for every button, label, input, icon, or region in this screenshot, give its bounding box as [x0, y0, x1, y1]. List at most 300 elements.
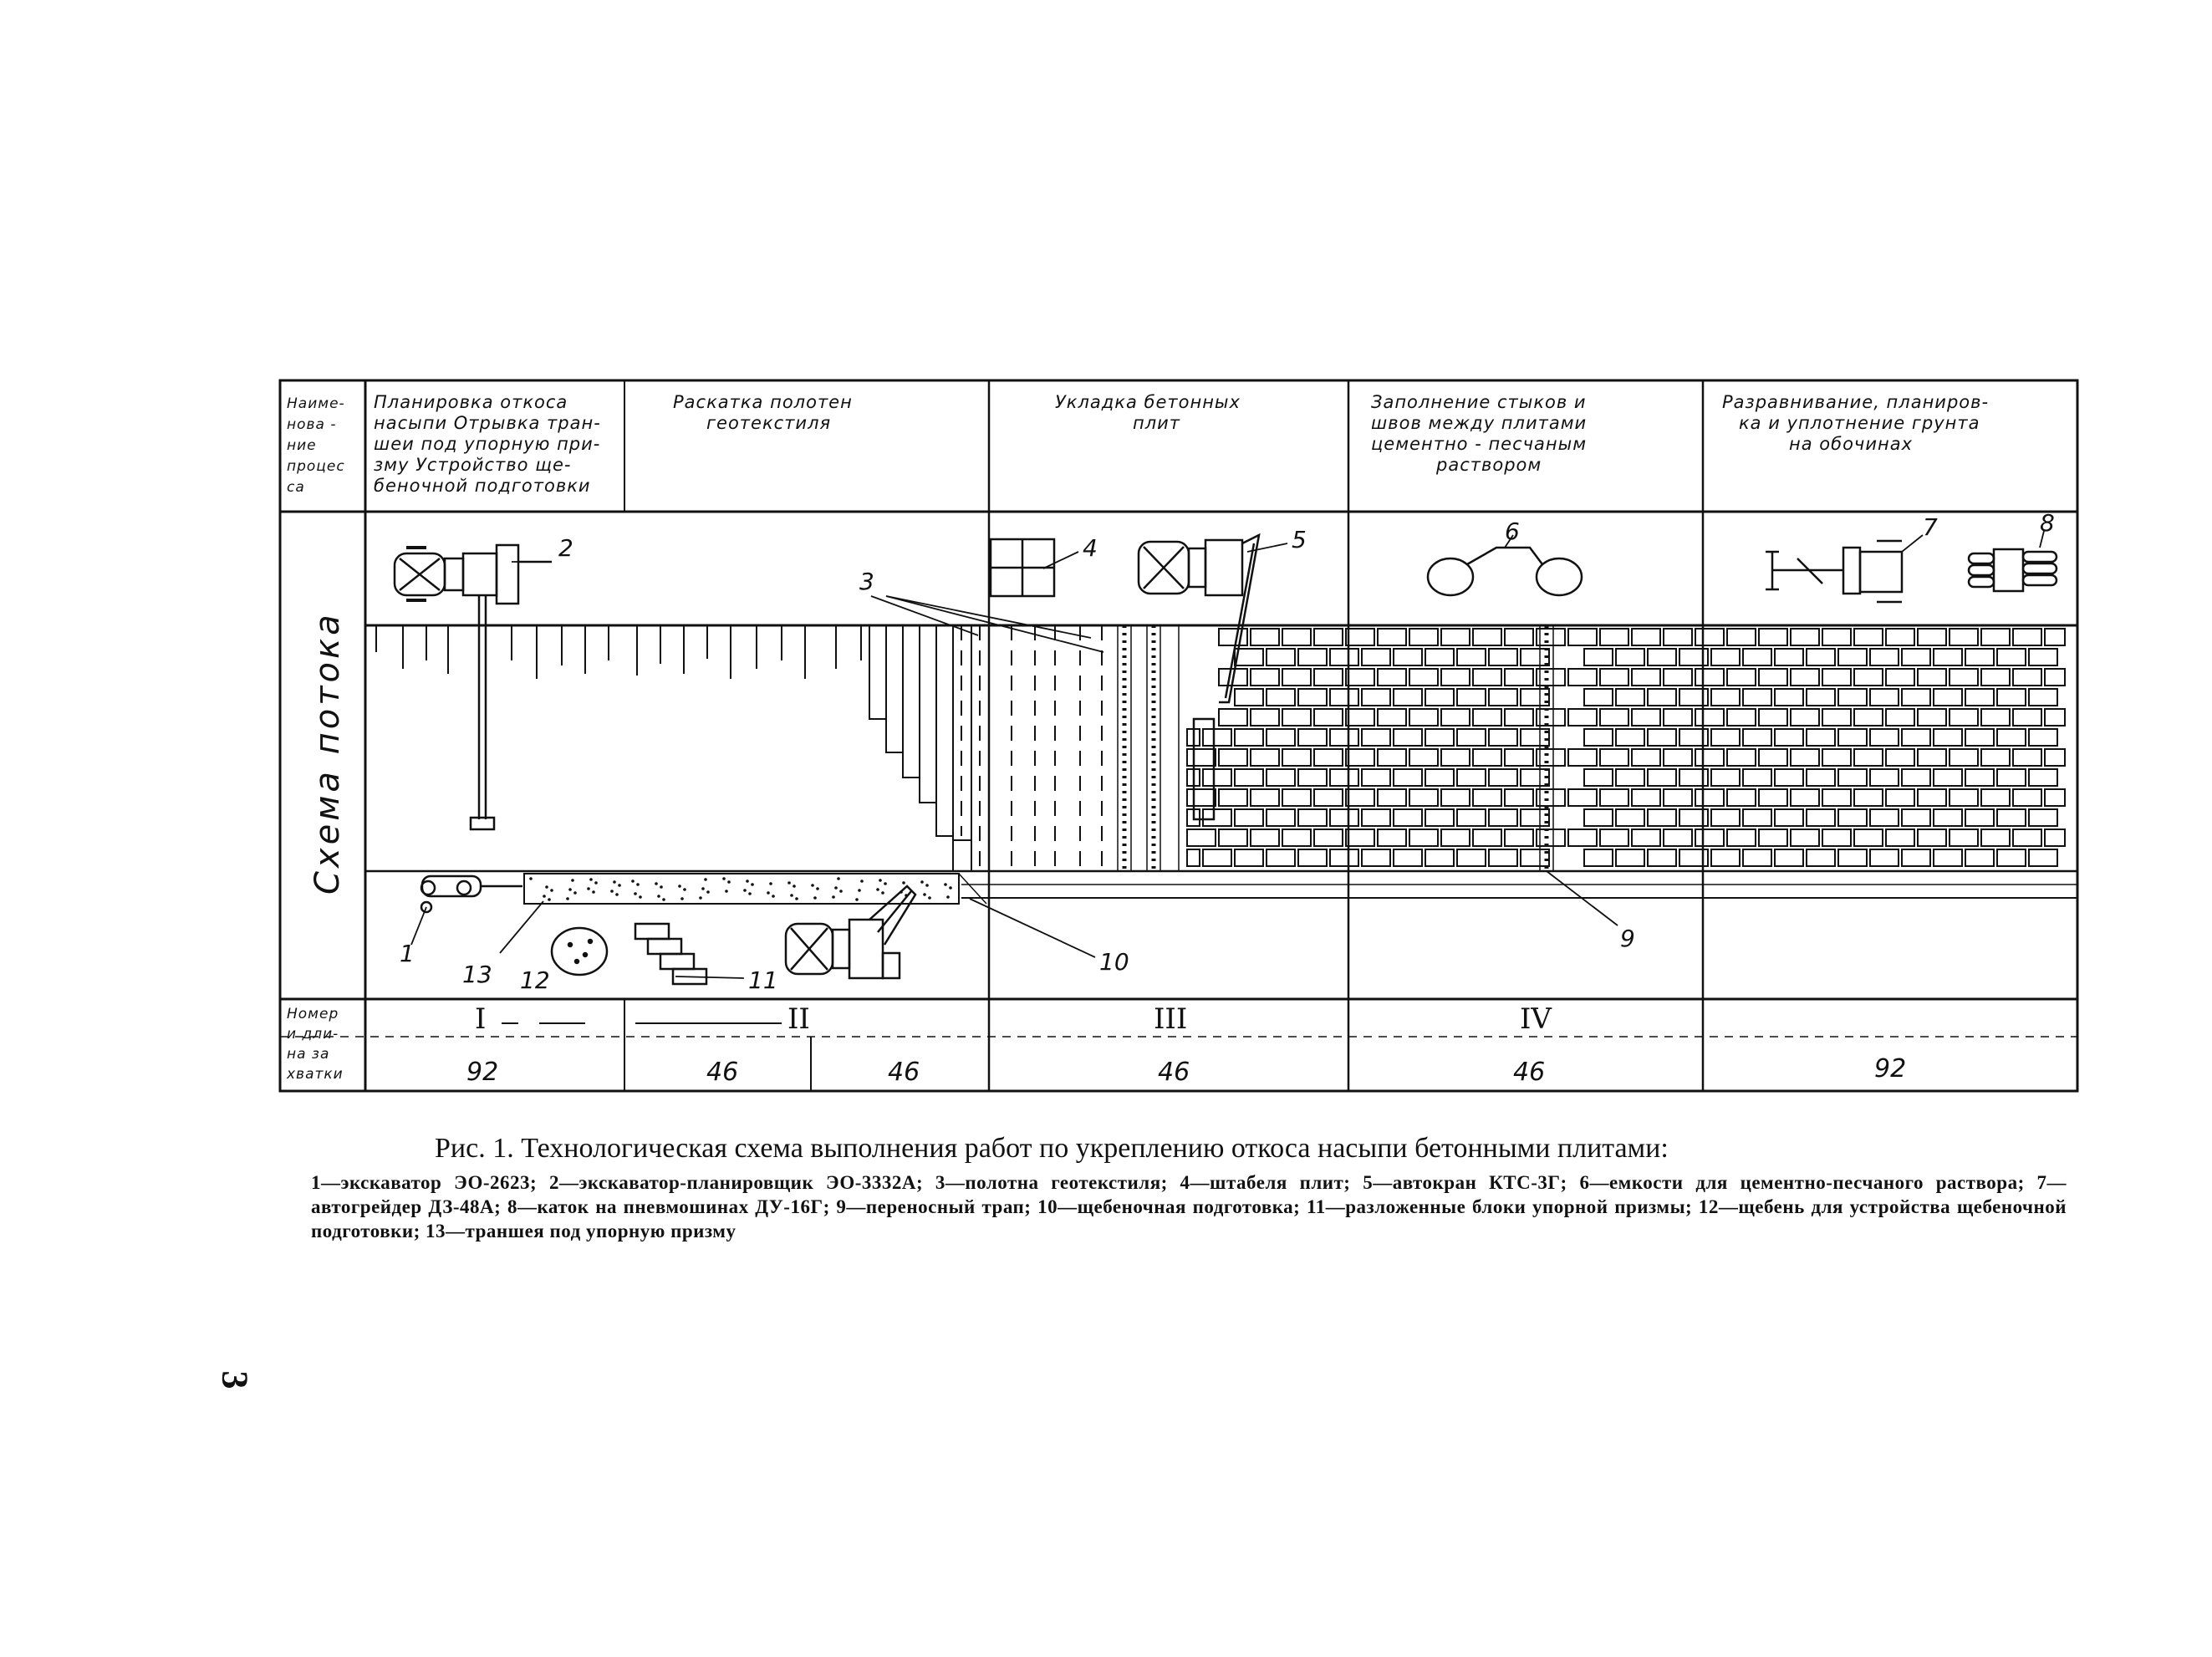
concrete-plate — [1489, 729, 1517, 746]
concrete-plate — [1965, 649, 1994, 665]
grip-number-3: III — [1154, 1002, 1188, 1036]
concrete-plate — [1267, 769, 1295, 786]
concrete-plate — [1981, 669, 2010, 686]
blocks-icon — [635, 924, 706, 984]
concrete-plate — [1441, 669, 1470, 686]
concrete-plate — [1981, 629, 2010, 645]
concrete-plate — [1664, 669, 1692, 686]
concrete-plate — [1918, 829, 1946, 846]
gravel-dot — [811, 884, 814, 887]
concrete-plate — [1330, 849, 1358, 866]
concrete-plate — [1759, 629, 1787, 645]
concrete-plate — [1537, 789, 1565, 806]
concrete-plate — [1441, 629, 1470, 645]
concrete-plate — [1822, 749, 1851, 766]
concrete-plate — [1409, 669, 1438, 686]
gravel-dot — [787, 881, 791, 885]
concrete-plate — [1886, 789, 1914, 806]
concrete-plate — [1997, 729, 2026, 746]
concrete-plate — [1616, 649, 1644, 665]
concrete-plate — [1394, 849, 1422, 866]
concrete-plate — [2013, 629, 2041, 645]
concrete-plate — [1727, 829, 1756, 846]
concrete-plate — [1505, 829, 1533, 846]
gravel-dot — [834, 886, 838, 890]
concrete-plate — [1441, 829, 1470, 846]
gravel-pile-icon — [552, 928, 607, 975]
concrete-plate — [1902, 689, 1930, 706]
concrete-plate — [1807, 649, 1835, 665]
concrete-plate — [1950, 709, 1978, 726]
concrete-plate — [1394, 809, 1422, 826]
concrete-plate — [1314, 709, 1343, 726]
gravel-dot — [683, 888, 686, 891]
concrete-plate — [1584, 849, 1613, 866]
flow-scheme-side-label: Схема потока — [308, 611, 347, 895]
concrete-plate — [1870, 769, 1899, 786]
concrete-plate — [1282, 749, 1311, 766]
concrete-plate — [1791, 709, 1819, 726]
concrete-plate — [1854, 629, 1883, 645]
concrete-plate — [1743, 849, 1771, 866]
concrete-plate — [1298, 849, 1327, 866]
concrete-plate — [1997, 809, 2026, 826]
concrete-plate — [1854, 669, 1883, 686]
concrete-plate — [1409, 709, 1438, 726]
concrete-plate — [1838, 809, 1867, 826]
grip-length-5: 46 — [1513, 1058, 1546, 1087]
callout-3: 3 — [859, 568, 874, 595]
concrete-plate — [1997, 849, 2026, 866]
concrete-plate — [1886, 629, 1914, 645]
gravel-dot — [566, 897, 569, 900]
concrete-plate — [1203, 849, 1231, 866]
concrete-plate — [1632, 789, 1660, 806]
concrete-plate — [1600, 829, 1628, 846]
concrete-plate — [1235, 769, 1263, 786]
concrete-plate — [1664, 629, 1692, 645]
concrete-plate — [1965, 729, 1994, 746]
concrete-plate — [1537, 629, 1565, 645]
concrete-plate — [1537, 669, 1565, 686]
concrete-plate — [2045, 829, 2065, 846]
gravel-dot — [767, 891, 770, 895]
concrete-plate — [1902, 809, 1930, 826]
concrete-plate — [1807, 729, 1835, 746]
concrete-plate — [1934, 689, 1962, 706]
gravel-dot — [751, 883, 754, 886]
concrete-plate — [1616, 809, 1644, 826]
concrete-plate — [1632, 749, 1660, 766]
concrete-plate — [1711, 729, 1740, 746]
concrete-plate — [1648, 769, 1676, 786]
concrete-plate — [1711, 649, 1740, 665]
concrete-plate — [1981, 789, 2010, 806]
gravel-dot — [832, 895, 835, 899]
concrete-plate — [1298, 809, 1327, 826]
concrete-plate — [1902, 649, 1930, 665]
concrete-plate — [1362, 649, 1390, 665]
concrete-plate — [1346, 829, 1374, 846]
gravel-dot — [701, 887, 705, 890]
concrete-plate — [1346, 669, 1374, 686]
concrete-plate — [1203, 729, 1231, 746]
concrete-plate — [1918, 629, 1946, 645]
concrete-plate — [2045, 669, 2065, 686]
concrete-plate — [1409, 749, 1438, 766]
concrete-plate — [1822, 709, 1851, 726]
grip-row-label: Номер и дли- на за хватки — [287, 1006, 344, 1083]
concrete-plate — [1489, 849, 1517, 866]
concrete-plate — [1187, 749, 1216, 766]
gravel-dot — [884, 882, 887, 885]
concrete-plate — [1695, 829, 1724, 846]
concrete-plate — [1489, 689, 1517, 706]
concrete-plate — [1727, 669, 1756, 686]
concrete-plate — [1235, 729, 1263, 746]
concrete-plate — [1378, 709, 1406, 726]
gravel-dot — [589, 878, 593, 881]
concrete-plate — [1235, 809, 1263, 826]
concrete-plate — [1965, 769, 1994, 786]
concrete-plate — [1187, 829, 1216, 846]
concrete-plate — [1791, 789, 1819, 806]
concrete-plate — [1807, 809, 1835, 826]
concrete-plate — [1298, 769, 1327, 786]
gravel-dot — [655, 882, 658, 885]
concrete-plate — [1902, 729, 1930, 746]
concrete-plate — [1695, 669, 1724, 686]
concrete-plate — [1822, 829, 1851, 846]
concrete-plate — [1743, 689, 1771, 706]
concrete-plate — [1616, 849, 1644, 866]
concrete-plate — [1838, 689, 1867, 706]
concrete-plate — [1632, 629, 1660, 645]
concrete-plate — [1775, 649, 1803, 665]
concrete-plate — [2045, 789, 2065, 806]
gravel-dot — [545, 885, 548, 889]
concrete-plate — [1711, 689, 1740, 706]
grip-length-4: 46 — [1158, 1058, 1190, 1087]
concrete-plate — [1727, 749, 1756, 766]
concrete-plate — [1473, 629, 1501, 645]
concrete-plate — [1934, 849, 1962, 866]
concrete-plate — [1505, 709, 1533, 726]
concrete-plate — [2013, 709, 2041, 726]
concrete-plate — [1378, 829, 1406, 846]
concrete-plate — [1838, 649, 1867, 665]
concrete-plate — [1695, 789, 1724, 806]
gravel-dot — [837, 877, 840, 880]
concrete-plate — [1965, 849, 1994, 866]
concrete-plate — [1568, 789, 1597, 806]
concrete-plate — [1457, 809, 1486, 826]
concrete-plate — [1378, 629, 1406, 645]
concrete-plate — [1981, 709, 2010, 726]
gravel-dot — [615, 893, 619, 896]
gravel-dot — [949, 886, 952, 890]
concrete-plate — [1759, 749, 1787, 766]
gravel-dot — [613, 880, 616, 884]
concrete-plate — [1425, 649, 1454, 665]
concrete-plate — [1791, 629, 1819, 645]
concrete-plate — [1425, 729, 1454, 746]
concrete-plate — [1807, 849, 1835, 866]
concrete-plate — [1886, 709, 1914, 726]
concrete-plate — [1489, 649, 1517, 665]
gravel-dot — [631, 879, 635, 883]
concrete-plate — [1918, 709, 1946, 726]
gravel-dot — [946, 895, 950, 899]
concrete-plate — [1505, 789, 1533, 806]
figure-legend: 1—экскаватор ЭО-2623; 2—экскаватор-планировщик ЭО-3332А; 3—полотна геотекстиля; 4—штабеля плит; 5—автокран КТС-3Г; 6—емкости для цементно-песчаного раствора; 7—автогрейдер ДЗ-48А; 8—каток на пневмошинах ДУ-16Г; 9—переносный трап; 10—щебеночная подготовка; 11—разложенные блоки упорной призмы; 12—щебень для устройства щебеночной подготовки; 13—траншея под упорную призму — [311, 1172, 2067, 1241]
gravel-dot — [722, 877, 726, 880]
gravel-dot — [662, 898, 665, 901]
concrete-plate — [1743, 649, 1771, 665]
callout-9: 9 — [1620, 925, 1635, 952]
callout-10: 10 — [1099, 948, 1129, 976]
concrete-plate — [1711, 849, 1740, 866]
concrete-plate — [1425, 689, 1454, 706]
concrete-plate — [1362, 769, 1390, 786]
concrete-plate — [1664, 789, 1692, 806]
gravel-dot — [706, 890, 710, 894]
concrete-plate — [2029, 769, 2057, 786]
concrete-plate — [2045, 629, 2065, 645]
concrete-plate — [1330, 649, 1358, 665]
concrete-plate — [1314, 669, 1343, 686]
gravel-dot — [879, 879, 882, 882]
concrete-plate — [2013, 669, 2041, 686]
concrete-plate — [1743, 769, 1771, 786]
gravel-dot — [529, 877, 533, 880]
concrete-plate — [1981, 829, 2010, 846]
process-header-label: Наиме- нова - ние процес са — [287, 395, 345, 496]
grip-length-3: 46 — [888, 1058, 920, 1087]
concrete-plate — [1616, 689, 1644, 706]
concrete-plate — [1505, 629, 1533, 645]
concrete-plate — [1314, 829, 1343, 846]
concrete-plate — [1950, 629, 1978, 645]
concrete-plate — [1457, 689, 1486, 706]
concrete-plate — [1838, 729, 1867, 746]
concrete-plate — [1759, 669, 1787, 686]
stage-1-title: Планировка откоса насыпи Отрывка тран- шеи под упорную при- зму Устройство ще- беночной подготовки — [374, 392, 601, 496]
concrete-plate — [1473, 669, 1501, 686]
stage-3-title: Укладка бетонных плит — [1055, 392, 1241, 433]
concrete-plate — [1600, 789, 1628, 806]
gravel-dot — [699, 896, 702, 900]
concrete-plate — [1394, 729, 1422, 746]
concrete-plate — [1251, 669, 1279, 686]
concrete-plate — [1330, 689, 1358, 706]
concrete-plate — [2013, 789, 2041, 806]
callout-12: 12 — [520, 966, 550, 994]
gravel-dot — [860, 879, 864, 883]
gravel-dot — [610, 890, 614, 893]
mortar-container-icon — [1428, 548, 1582, 595]
gravel-dot — [813, 896, 817, 900]
concrete-plate — [1934, 769, 1962, 786]
concrete-plate — [1807, 689, 1835, 706]
gravel-dot — [704, 878, 707, 881]
concrete-plate — [1600, 629, 1628, 645]
concrete-plate — [1775, 849, 1803, 866]
concrete-plate — [1251, 629, 1279, 645]
concrete-plate — [1203, 769, 1231, 786]
concrete-plate — [1298, 729, 1327, 746]
concrete-plate — [1584, 769, 1613, 786]
stage-2-title: Раскатка полотен геотекстиля — [673, 392, 853, 433]
concrete-plate — [1950, 789, 1978, 806]
concrete-plate — [1616, 769, 1644, 786]
gravel-dot — [680, 897, 684, 900]
concrete-plate — [1648, 689, 1676, 706]
concrete-plate — [1997, 769, 2026, 786]
gravel-dot — [657, 895, 660, 898]
callout-4: 4 — [1083, 534, 1098, 562]
gravel-dot — [678, 885, 681, 888]
concrete-plate — [1314, 749, 1343, 766]
gravel-dot — [746, 879, 749, 883]
concrete-plate — [1584, 649, 1613, 665]
gravel-dot — [839, 890, 843, 893]
concrete-plate — [1267, 849, 1295, 866]
gravel-dot — [594, 881, 598, 885]
figure-caption-title: Рис. 1. Технологическая схема выполнения работ по укреплению откоса насыпи бетонными плитами: — [435, 1133, 1669, 1164]
concrete-plate — [1235, 689, 1263, 706]
concrete-plate — [1489, 809, 1517, 826]
concrete-plate — [1648, 809, 1676, 826]
concrete-plate — [1965, 689, 1994, 706]
concrete-plate — [1314, 629, 1343, 645]
gravel-dot — [790, 894, 793, 897]
concrete-plate — [1314, 789, 1343, 806]
concrete-plate — [1330, 729, 1358, 746]
gravel-dot — [587, 887, 590, 890]
concrete-plate — [1743, 729, 1771, 746]
concrete-plate — [1568, 709, 1597, 726]
gravel-dot — [639, 895, 642, 899]
concrete-plate — [1267, 729, 1295, 746]
concrete-plate — [1568, 749, 1597, 766]
concrete-plate — [1664, 829, 1692, 846]
concrete-plate — [1632, 669, 1660, 686]
concrete-plate — [1346, 709, 1374, 726]
concrete-plate — [1457, 769, 1486, 786]
gravel-dot — [548, 898, 551, 901]
concrete-plate — [1854, 829, 1883, 846]
gravel-dot — [725, 890, 728, 893]
concrete-plate — [1854, 709, 1883, 726]
stage-5-title: Разравнивание, планиров- ка и уплотнение грунта на обочинах — [1722, 392, 1990, 454]
concrete-plate — [1568, 629, 1597, 645]
concrete-plate — [1378, 789, 1406, 806]
concrete-plate — [1838, 849, 1867, 866]
callout-7: 7 — [1923, 513, 1938, 541]
concrete-plate — [1441, 749, 1470, 766]
concrete-plate — [1870, 849, 1899, 866]
grip-length-6: 92 — [1874, 1054, 1907, 1083]
concrete-plate — [1695, 749, 1724, 766]
concrete-plate — [1775, 809, 1803, 826]
concrete-plate — [1648, 849, 1676, 866]
concrete-plate — [1537, 749, 1565, 766]
grip-length-2: 46 — [706, 1058, 739, 1087]
concrete-plate — [1473, 829, 1501, 846]
gravel-dot — [925, 884, 929, 887]
concrete-plate — [1282, 629, 1311, 645]
callout-6: 6 — [1505, 517, 1520, 545]
concrete-plate — [1505, 669, 1533, 686]
concrete-plate — [2013, 829, 2041, 846]
concrete-plate — [1457, 849, 1486, 866]
concrete-plate — [1441, 789, 1470, 806]
concrete-plate — [1664, 749, 1692, 766]
concrete-plate — [1219, 629, 1247, 645]
concrete-plate — [1695, 629, 1724, 645]
callout-8: 8 — [2040, 509, 2055, 537]
gravel-dot — [793, 885, 796, 888]
concrete-plate — [1203, 809, 1231, 826]
autocrane-bottom-icon — [786, 886, 915, 978]
concrete-plate — [1997, 689, 2026, 706]
concrete-plate — [1727, 709, 1756, 726]
gravel-dots — [529, 877, 952, 901]
concrete-plate — [1219, 829, 1247, 846]
concrete-plate — [1235, 849, 1263, 866]
gravel-dot — [902, 881, 905, 885]
concrete-plate — [1870, 689, 1899, 706]
concrete-plate — [1473, 789, 1501, 806]
pneumatic-roller-icon — [1969, 549, 2057, 591]
concrete-plate — [1632, 829, 1660, 846]
concrete-plate — [1934, 729, 1962, 746]
concrete-plate — [1584, 809, 1613, 826]
concrete-plate — [1775, 769, 1803, 786]
gravel-dot — [855, 898, 859, 901]
gravel-dot — [550, 889, 553, 892]
gravel-dot — [660, 885, 663, 889]
concrete-plate — [1378, 669, 1406, 686]
concrete-plate — [1282, 669, 1311, 686]
concrete-plate — [1791, 749, 1819, 766]
concrete-plate — [1870, 809, 1899, 826]
concrete-plate — [1902, 849, 1930, 866]
concrete-plate — [1187, 849, 1200, 866]
gravel-dot — [772, 895, 775, 898]
concrete-plate — [1870, 729, 1899, 746]
concrete-plate — [1918, 749, 1946, 766]
gravel-dot — [573, 891, 577, 895]
concrete-plate — [1219, 749, 1247, 766]
concrete-plate — [1362, 689, 1390, 706]
callout-1: 1 — [400, 940, 415, 967]
concrete-plate — [1886, 749, 1914, 766]
gravel-dot — [795, 897, 798, 900]
concrete-plate — [1791, 669, 1819, 686]
concrete-plate — [1918, 669, 1946, 686]
gravel-dot — [634, 892, 637, 895]
concrete-plate — [1632, 709, 1660, 726]
concrete-plate — [2029, 649, 2057, 665]
concrete-plate — [1409, 789, 1438, 806]
gravel-dot — [748, 892, 752, 895]
concrete-plate — [1648, 729, 1676, 746]
gravel-dot — [944, 883, 947, 886]
grip-number-2: II — [787, 1002, 810, 1036]
concrete-plate — [1282, 829, 1311, 846]
